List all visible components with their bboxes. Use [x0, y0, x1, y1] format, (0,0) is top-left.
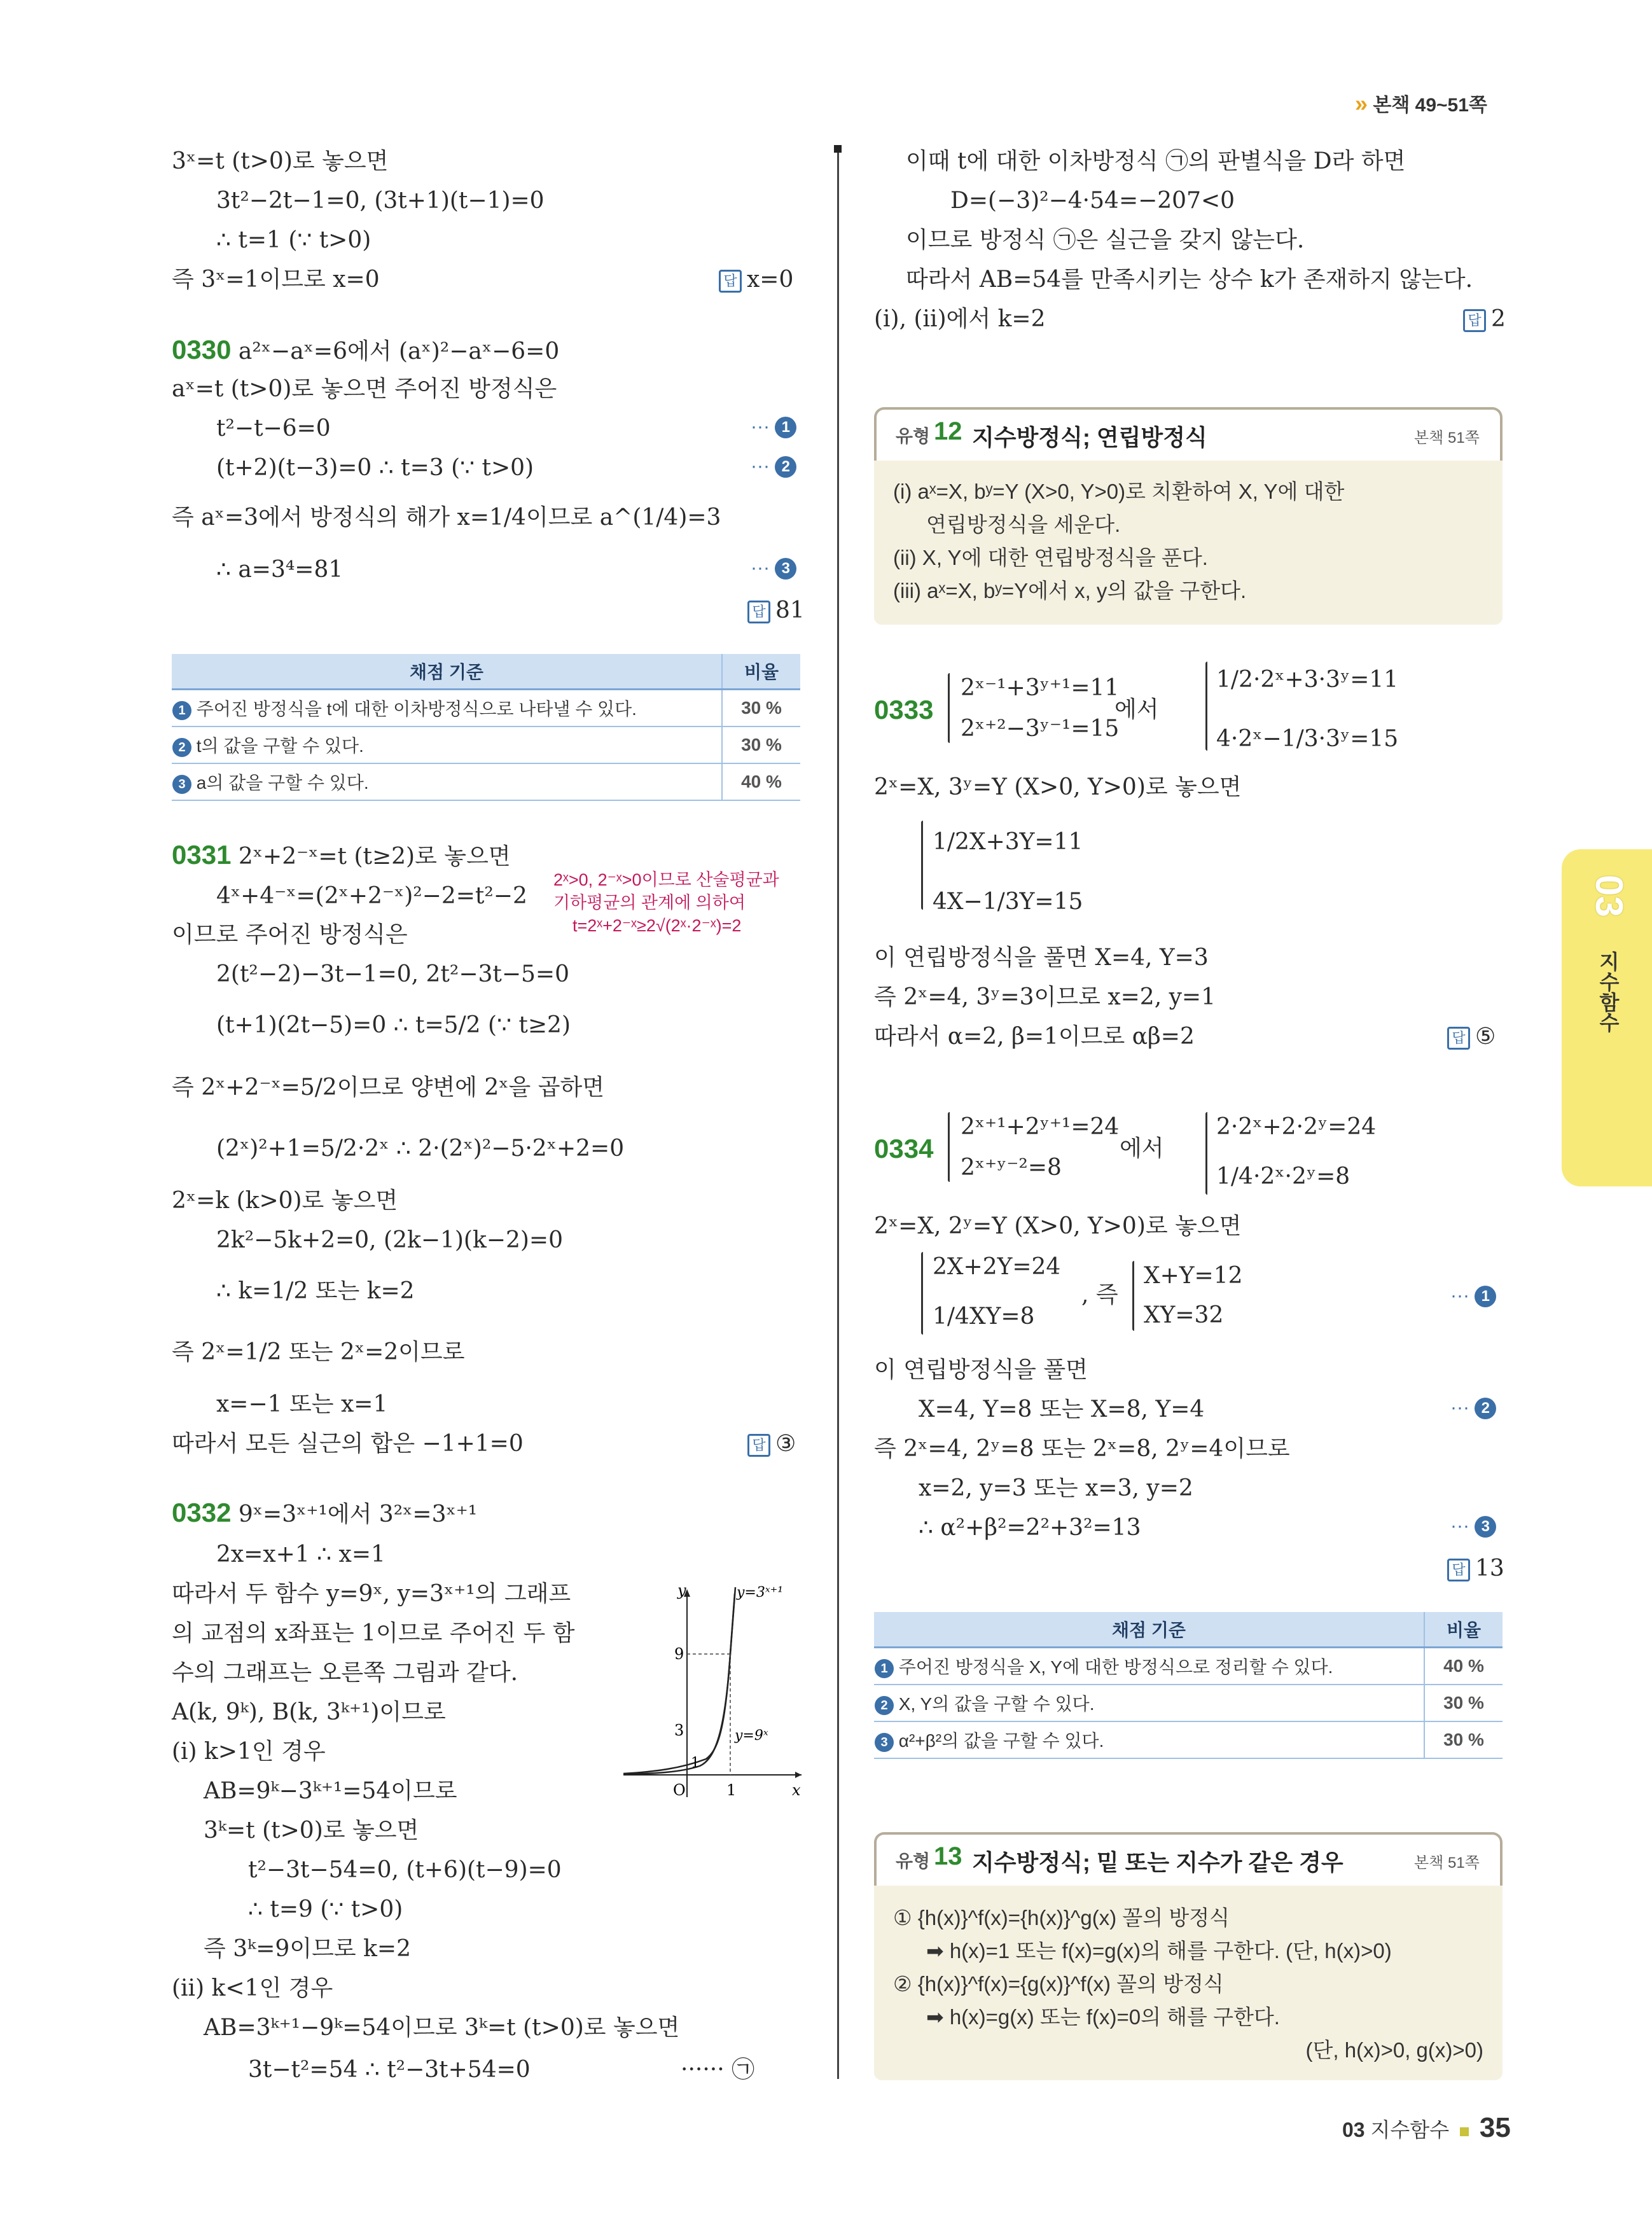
problem-0332-line-10: t²−3t−54=0, (t+6)(t−9)=0	[248, 1857, 562, 1883]
system-0333-eq1: 2ˣ⁻¹+3ʸ⁺¹=11	[961, 675, 1120, 701]
problem-0331-line-9: 2k²−5k+2=0, (2k−1)(k−2)=0	[216, 1227, 563, 1253]
page-footer	[1342, 2112, 1511, 2144]
system-0333-eq5: 1/2X+3Y=11	[933, 829, 1083, 855]
brace-0334-d	[1132, 1261, 1134, 1331]
problem-0332-line-3: 따라서 두 함수 y=9ˣ, y=3ˣ⁺¹의 그래프	[172, 1581, 571, 1607]
brace-0333-b	[1205, 662, 1207, 751]
curve-3-pow-x-plus-1	[623, 1594, 735, 1774]
footer-chapter-title: 지수함수	[1370, 2118, 1450, 2141]
label-9-pow-x: y=9ˣ	[735, 1728, 768, 1744]
brace-0334-c	[921, 1252, 923, 1335]
answer-0332: 답 2	[1463, 304, 1506, 335]
tick-y-9: 9	[674, 1645, 684, 1663]
type-13-header	[874, 1832, 1503, 1886]
table-row: 3 α²+β²의 값을 구할 수 있다. 30 %	[874, 1721, 1503, 1758]
problem-number-0330: 0330	[172, 335, 232, 365]
problem-0332-line-8: AB=9ᵏ−3ᵏ⁺¹=54이므로	[204, 1778, 457, 1804]
side-tab-title: 지수함수	[1597, 951, 1620, 1032]
grade-head-criteria: 채점 기준	[172, 654, 722, 690]
step-marker-3: ··· 3	[1450, 1515, 1496, 1538]
right-line-4: 따라서 AB=54를 만족시키는 상수 k가 존재하지 않는다.	[906, 267, 1473, 293]
brace-0333-a	[948, 673, 950, 743]
equation-tag: ······ ㉠	[681, 2057, 755, 2083]
problem-0332-line-12: 즉 3ᵏ=9이므로 k=2	[204, 1936, 411, 1962]
problem-0332-line-4: 의 교점의 x좌표는 1이므로 주어진 두 함	[172, 1620, 575, 1646]
problem-0332-line-13: (ii) k<1인 경우	[172, 1975, 333, 2001]
system-0333-eseo: 에서	[1114, 697, 1159, 723]
left-line-4: 즉 3ˣ=1이므로 x=0	[172, 267, 380, 293]
left-line-3: ∴ t=1 (∵ t>0)	[216, 227, 371, 253]
problem-0331-line-1: 0331 2ˣ+2⁻ˣ=t (t≥2)로 놓으면	[172, 840, 511, 870]
problem-0334-line-6: ∴ α²+β²=2²+3²=13	[919, 1515, 1141, 1541]
brace-0334-b	[1205, 1112, 1207, 1195]
brace-0333-c	[921, 821, 923, 910]
system-0334-eq8: XY=32	[1144, 1302, 1224, 1328]
y-label: y	[677, 1581, 686, 1599]
origin-label: O	[673, 1781, 686, 1799]
problem-0331-line-6: 즉 2ˣ+2⁻ˣ=5/2이므로 양변에 2ˣ을 곱하면	[172, 1074, 605, 1101]
divider-top-mark	[834, 145, 842, 153]
problem-0332-line-2: 2x=x+1 ∴ x=1	[216, 1541, 385, 1567]
problem-0333-line-2: 이 연립방정식을 풀면 X=4, Y=3	[874, 945, 1209, 971]
step-marker-1: ··· 1	[751, 416, 796, 438]
problem-0333-line-4: 따라서 α=2, β=1이므로 αβ=2	[874, 1024, 1195, 1050]
system-0334-eq4: 1/4·2ˣ·2ʸ=8	[1216, 1164, 1350, 1190]
answer-0330: 답 81	[747, 595, 805, 626]
problem-0334-line-3: X=4, Y=8 또는 X=8, Y=4	[919, 1396, 1205, 1422]
curve-9-pow-x	[623, 1587, 735, 1774]
type-ref: 본책 51쪽	[1414, 429, 1480, 447]
answer-mark-icon: 답	[747, 601, 770, 623]
system-0333-eq4: 4·2ˣ−1/3·3ʸ=15	[1216, 726, 1399, 752]
type-12-note: (i) aˣ=X, bʸ=Y (X>0, Y>0)로 치환하여 X, Y에 대한 연립방정식을 세운다. (ii) X, Y에 대한 연립방정식을 푼다. (iii) aˣ=X, bʸ=Y에서 x, y의 값을 구한다.	[874, 461, 1503, 625]
problem-0332-line-14: AB=3ᵏ⁺¹−9ᵏ=54이므로 3ᵏ=t (t>0)로 놓으면	[204, 2015, 680, 2041]
problem-0332-line-9: 3ᵏ=t (t>0)로 놓으면	[204, 1817, 419, 1844]
system-0334-eseo: 에서	[1120, 1136, 1164, 1162]
tick-x-1: 1	[726, 1781, 737, 1799]
left-line-2: 3t²−2t−1=0, (3t+1)(t−1)=0	[216, 188, 545, 214]
right-line-2: D=(−3)²−4·54=−207<0	[950, 188, 1235, 214]
problem-0332-line-11: ∴ t=9 (∵ t>0)	[248, 1896, 403, 1922]
grade-head-rate: 비율	[1424, 1612, 1503, 1648]
tick-y-1: 1	[691, 1755, 700, 1771]
problem-0333-line-1: 2ˣ=X, 3ʸ=Y (X>0, Y>0)로 놓으면	[874, 774, 1242, 800]
step-marker-2: ··· 2	[751, 455, 796, 478]
right-line-3: 이므로 방정식 ㉠은 실근을 갖지 않는다.	[906, 227, 1305, 253]
side-tab-number: 03	[1588, 875, 1630, 917]
chapter-side-tab	[1562, 849, 1652, 1186]
footer-square-icon	[1460, 2127, 1469, 2136]
answer-mark-icon: 답	[747, 1434, 770, 1457]
problem-0330-line-6: ∴ a=3⁴=81	[216, 557, 344, 583]
problem-0332-line-15: 3t−t²=54 ∴ t²−3t+54=0	[248, 2057, 531, 2083]
system-0334-eq3: 2·2ˣ+2·2ʸ=24	[1216, 1114, 1377, 1140]
system-0333-eq2: 2ˣ⁺²−3ʸ⁻¹=15	[961, 716, 1120, 742]
problem-0332-line-5: 수의 그래프는 오른쪽 그림과 같다.	[172, 1660, 518, 1686]
x-axis-arrow	[795, 1772, 802, 1778]
problem-0334-line-2: 이 연립방정식을 풀면	[874, 1357, 1088, 1383]
problem-0333-line-3: 즉 2ˣ=4, 3ʸ=3이므로 x=2, y=1	[874, 984, 1216, 1010]
footer-chapter: 03	[1342, 2118, 1365, 2141]
grading-table-0330	[172, 654, 800, 801]
answer-mark-icon: 답	[1463, 309, 1486, 332]
type-number: 13	[934, 1842, 962, 1870]
system-0333-eq6: 4X−1/3Y=15	[933, 889, 1083, 915]
answer-0331: 답 ③	[747, 1429, 796, 1459]
answer-0333: 답 ⑤	[1447, 1022, 1496, 1052]
step-marker-1: ··· 1	[1450, 1285, 1496, 1307]
problem-0330-line-2: aˣ=t (t>0)로 놓으면 주어진 방정식은	[172, 376, 557, 402]
problem-0334-line-5: x=2, y=3 또는 x=3, y=2	[919, 1475, 1193, 1501]
system-0334-jeuk: , 즉	[1081, 1282, 1118, 1308]
problem-0330-line-3: t²−t−6=0	[216, 415, 331, 441]
problem-0331-line-11: 즉 2ˣ=1/2 또는 2ˣ=2이므로	[172, 1339, 465, 1365]
page-reference	[1355, 89, 1487, 117]
answer-0334: 답 13	[1447, 1553, 1504, 1584]
problem-0334-line-1: 2ˣ=X, 2ʸ=Y (X>0, Y>0)로 놓으면	[874, 1213, 1242, 1239]
exponential-graph	[617, 1578, 808, 1813]
table-row: 3 a의 값을 구할 수 있다. 40 %	[172, 763, 800, 800]
answer-mark-icon: 답	[1447, 1027, 1470, 1050]
system-0334-eq1: 2ˣ⁺¹+2ʸ⁺¹=24	[961, 1114, 1120, 1140]
problem-0331-line-3: 이므로 주어진 방정식은	[172, 922, 408, 948]
left-line-1: 3ˣ=t (t>0)로 놓으면	[172, 148, 389, 174]
page-reference-text: 본책 49~51쪽	[1373, 95, 1487, 116]
step-marker-3: ··· 3	[751, 557, 796, 580]
problem-number-0332: 0332	[172, 1498, 232, 1527]
problem-0331-line-12: x=−1 또는 x=1	[216, 1391, 388, 1417]
type-title: 지수방정식; 밑 또는 지수가 같은 경우	[972, 1849, 1343, 1875]
problem-0330-line-1: 0330 a²ˣ−aˣ=6에서 (aˣ)²−aˣ−6=0	[172, 335, 560, 365]
problem-0331-line-2: 4ˣ+4⁻ˣ=(2ˣ+2⁻ˣ)²−2=t²−2	[216, 883, 527, 909]
system-0334-eq6: 1/4XY=8	[933, 1303, 1035, 1330]
system-0334-eq2: 2ˣ⁺ʸ⁻²=8	[961, 1155, 1062, 1181]
problem-0331-line-8: 2ˣ=k (k>0)로 놓으면	[172, 1188, 398, 1214]
right-line-1: 이때 t에 대한 이차방정식 ㉠의 판별식을 D라 하면	[906, 148, 1406, 174]
type-13-note: ① {h(x)}^f(x)={h(x)}^g(x) 꼴의 방정식 ➡ h(x)=1 또는 f(x)=g(x)의 해를 구한다. (단, h(x)>0) ② {h(x)}^f(x)={g(x)}^f(x) 꼴의 방정식 ➡ h(x)=g(x) 또는 f(x)=0의 해를 구한다. (단, h(x)>0, g(x)>0)	[874, 1886, 1503, 2080]
table-row: 1 주어진 방정식을 X, Y에 대한 방정식으로 정리할 수 있다. 40 %	[874, 1648, 1503, 1685]
label-3-pow-x-plus-1: y=3ˣ⁺¹	[737, 1585, 784, 1601]
double-chevron-icon: »	[1355, 90, 1368, 116]
grade-head-rate: 비율	[722, 654, 800, 690]
problem-0332-line-6: A(k, 9ᵏ), B(k, 3ᵏ⁺¹)이므로	[172, 1699, 446, 1725]
page-number: 35	[1479, 2112, 1511, 2143]
problem-0331-line-5: (t+1)(2t−5)=0 ∴ t=5/2 (∵ t≥2)	[216, 1012, 571, 1038]
problem-number-0333: 0333	[874, 695, 934, 725]
problem-number-0331: 0331	[172, 840, 232, 870]
table-row: 1 주어진 방정식을 t에 대한 이차방정식으로 나타낼 수 있다. 30 %	[172, 690, 800, 727]
problem-0331-line-7: (2ˣ)²+1=5/2·2ˣ ∴ 2·(2ˣ)²−5·2ˣ+2=0	[216, 1136, 625, 1162]
type-number: 12	[934, 417, 962, 445]
problem-0332-line-7: (i) k>1인 경우	[172, 1739, 326, 1765]
x-label: x	[792, 1781, 801, 1799]
problem-0331-line-10: ∴ k=1/2 또는 k=2	[216, 1278, 415, 1304]
margin-note: 2ˣ>0, 2⁻ˣ>0이므로 산술평균과 기하평균의 관계에 의하여 t=2ˣ+2⁻ˣ≥2√(2ˣ·2⁻ˣ)=2	[553, 870, 779, 935]
type-12-header	[874, 407, 1503, 461]
problem-number-0334: 0334	[874, 1134, 934, 1164]
system-0334-eq5: 2X+2Y=24	[933, 1254, 1061, 1280]
problem-0330-line-4: (t+2)(t−3)=0 ∴ t=3 (∵ t>0)	[216, 455, 534, 481]
problem-0332-line-1: 0332 9ˣ=3ˣ⁺¹에서 3²ˣ=3ˣ⁺¹	[172, 1498, 478, 1527]
column-divider	[837, 145, 839, 2079]
step-marker-2: ··· 2	[1450, 1397, 1496, 1419]
table-row: 2 t의 값을 구할 수 있다. 30 %	[172, 726, 800, 763]
grading-table-0334	[874, 1612, 1503, 1759]
type-label: 유형	[896, 426, 931, 446]
answer-0329: 답 x=0	[719, 265, 793, 295]
type-title: 지수방정식; 연립방정식	[972, 424, 1207, 450]
right-line-5: (i), (ii)에서 k=2	[874, 306, 1046, 332]
problem-0331-line-13: 따라서 모든 실근의 합은 −1+1=0	[172, 1431, 524, 1457]
type-ref: 본책 51쪽	[1414, 1854, 1480, 1872]
system-0334-eq7: X+Y=12	[1144, 1263, 1243, 1289]
brace-0334-a	[948, 1112, 950, 1182]
tick-y-3: 3	[674, 1721, 684, 1739]
problem-0334-line-4: 즉 2ˣ=4, 2ʸ=8 또는 2ˣ=8, 2ʸ=4이므로	[874, 1436, 1290, 1462]
answer-mark-icon: 답	[719, 270, 742, 293]
answer-mark-icon: 답	[1447, 1559, 1470, 1581]
grade-head-criteria: 채점 기준	[874, 1612, 1424, 1648]
type-label: 유형	[896, 1851, 931, 1871]
table-row: 2 X, Y의 값을 구할 수 있다. 30 %	[874, 1685, 1503, 1721]
problem-0331-line-4: 2(t²−2)−3t−1=0, 2t²−3t−5=0	[216, 961, 569, 987]
problem-0330-line-5: 즉 aˣ=3에서 방정식의 해가 x=1/4이므로 a^(1/4)=3	[172, 504, 721, 531]
system-0333-eq3: 1/2·2ˣ+3·3ʸ=11	[1216, 667, 1399, 693]
